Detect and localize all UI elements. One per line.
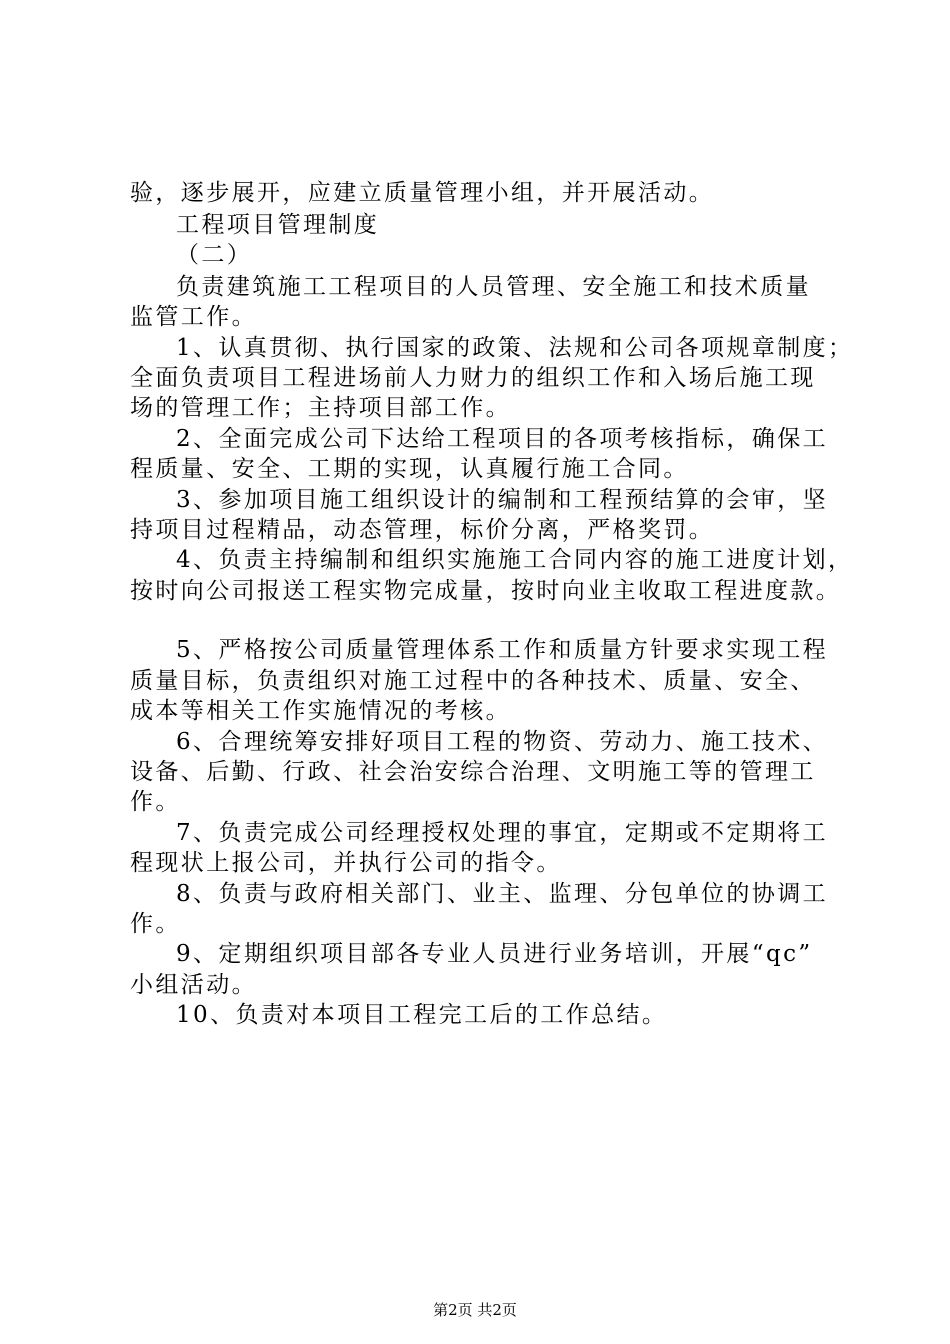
text-line: 负责建筑施工工程项目的人员管理、安全施工和技术质量 [176, 274, 811, 300]
text-line: 作。 [130, 789, 181, 815]
section-subtitle: （二） [176, 242, 253, 268]
text-line: 程现状上报公司，并执行公司的指令。 [130, 850, 562, 876]
text-line: 持项目过程精品，动态管理，标价分离，严格奖罚。 [130, 517, 715, 543]
text-line: 5、严格按公司质量管理体系工作和质量方针要求实现工程 [176, 637, 829, 663]
text-line: 7、负责完成公司经理授权处理的事宜，定期或不定期将工 [176, 820, 829, 846]
text-line: 监管工作。 [130, 304, 257, 330]
text-line: 小组活动。 [130, 972, 257, 998]
text-line: 3、参加项目施工组织设计的编制和工程预结算的会审，坚 [176, 487, 829, 513]
text-line: 成本等相关工作实施情况的考核。 [130, 698, 511, 724]
text-line: 验，逐步展开，应建立质量管理小组，并开展活动。 [130, 180, 715, 206]
text-line: 按时向公司报送工程实物完成量，按时向业主收取工程进度款。 [130, 578, 842, 604]
text-line: 作。 [130, 911, 181, 937]
text-line: 场的管理工作；主持项目部工作。 [130, 395, 511, 421]
text-line: 9、定期组织项目部各专业人员进行业务培训，开展“qc” [176, 941, 813, 967]
text-line: 全面负责项目工程进场前人力财力的组织工作和入场后施工现 [130, 365, 816, 391]
text-line: 设备、后勤、行政、社会治安综合治理、文明施工等的管理工 [130, 759, 816, 785]
section-title: 工程项目管理制度 [176, 212, 380, 238]
text-line: 1、认真贯彻、执行国家的政策、法规和公司各项规章制度； [176, 335, 854, 361]
page-number: 第2页 共2页 [433, 1301, 517, 1319]
text-line: 程质量、安全、工期的实现，认真履行施工合同。 [130, 456, 689, 482]
text-line: 10、负责对本项目工程完工后的工作总结。 [176, 1002, 668, 1028]
text-line: 质量目标，负责组织对施工过程中的各种技术、质量、安全、 [130, 668, 816, 694]
text-line: 6、合理统筹安排好项目工程的物资、劳动力、施工技术、 [176, 729, 829, 755]
text-line: 4、负责主持编制和组织实施施工合同内容的施工进度计划， [176, 547, 854, 573]
text-line: 8、负责与政府相关部门、业主、监理、分包单位的协调工 [176, 881, 829, 907]
text-line: 2、全面完成公司下达给工程项目的各项考核指标，确保工 [176, 426, 829, 452]
